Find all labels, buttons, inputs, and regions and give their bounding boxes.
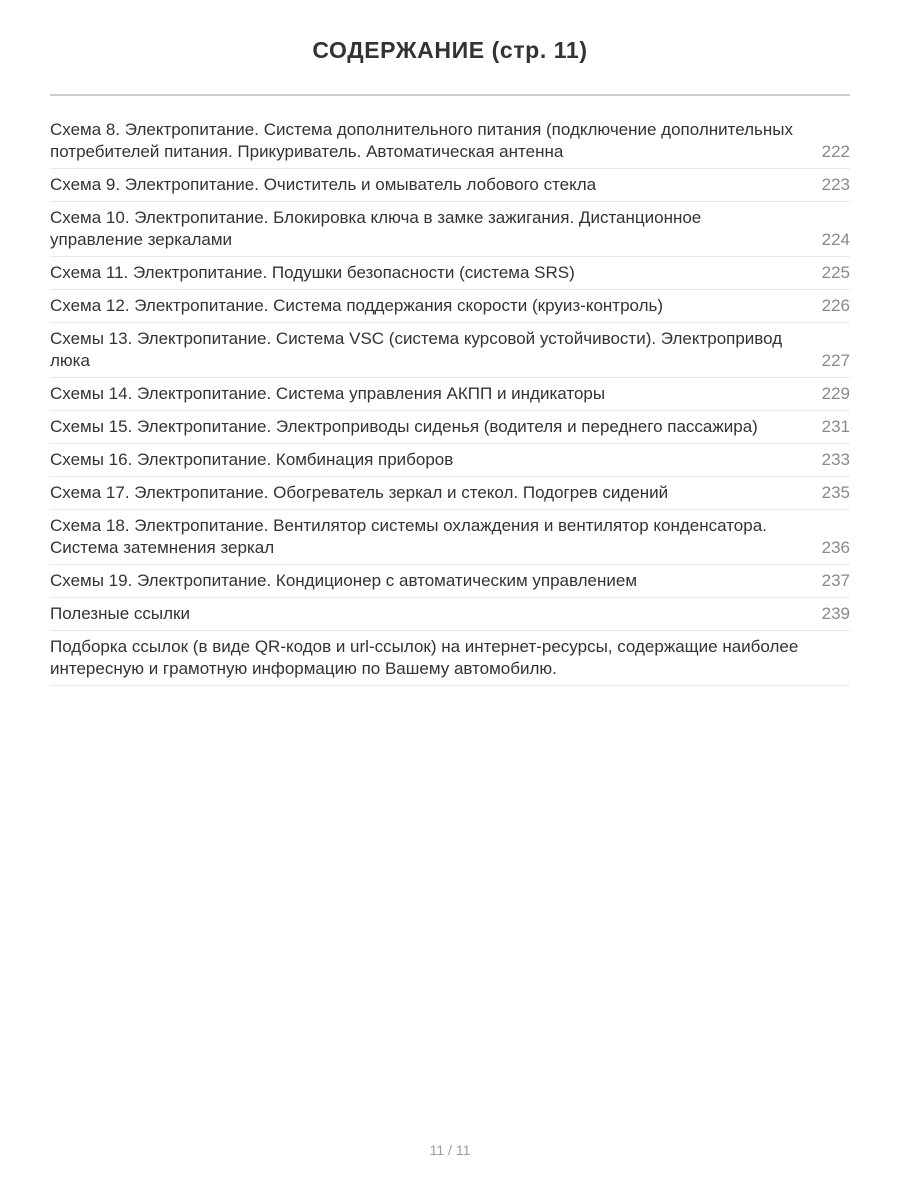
toc-item-page-number: 225 (821, 263, 850, 282)
toc-item-page-number: 231 (821, 417, 850, 436)
toc-item-page-number: 227 (821, 351, 850, 370)
toc-list (50, 114, 850, 686)
toc-item-page-number: 239 (821, 604, 850, 623)
toc-item-label: Схемы 13. Электропитание. Система VSC (система курсовой устойчивости). Электропривод люка (50, 329, 783, 370)
toc-item-page-number: 222 (821, 142, 850, 161)
toc-item-page-number: 223 (821, 175, 850, 194)
toc-item-label: Схема 9. Электропитание. Очиститель и омыватель лобового стекла (50, 175, 597, 194)
toc-item-label: Схема 8. Электропитание. Система дополнительного питания (подключение дополнительных потребителей питания. Прикуриватель. Автоматическая антенна (50, 120, 794, 161)
toc-item-label: Схема 11. Электропитание. Подушки безопасности (система SRS) (50, 263, 575, 282)
toc-row (50, 169, 850, 202)
toc-row (50, 114, 850, 169)
toc-row (50, 411, 850, 444)
toc-item-page-number: 229 (821, 384, 850, 403)
toc-row (50, 202, 850, 257)
toc-item-label: Схемы 14. Электропитание. Система управления АКПП и индикаторы (50, 384, 606, 403)
title-divider-rule (50, 94, 850, 96)
toc-row (50, 378, 850, 411)
toc-item-label: Схема 17. Электропитание. Обогреватель зеркал и стекол. Подогрев сидений (50, 483, 669, 502)
toc-row (50, 565, 850, 598)
toc-item-label: Полезные ссылки (50, 604, 190, 623)
toc-row (50, 444, 850, 477)
toc-item-page-number: 236 (821, 538, 850, 557)
toc-row (50, 290, 850, 323)
toc-row (50, 598, 850, 631)
toc-item-label: Схемы 19. Электропитание. Кондиционер с автоматическим управлением (50, 571, 638, 590)
toc-item-label: Схема 10. Электропитание. Блокировка ключа в замке зажигания. Дистанционное управление зеркалами (50, 208, 702, 249)
toc-item-label: Схемы 16. Электропитание. Комбинация приборов (50, 450, 454, 469)
toc-item-page-number: 226 (821, 296, 850, 315)
toc-row (50, 477, 850, 510)
toc-item-page-number: 235 (821, 483, 850, 502)
toc-item-label: Подборка ссылок (в виде QR-кодов и url-ссылок) на интернет-ресурсы, содержащие наиболее интересную и грамотную информацию по Вашему автомобилю. (50, 637, 799, 678)
toc-item-label: Схема 12. Электропитание. Система поддержания скорости (круиз-контроль) (50, 296, 664, 315)
toc-row (50, 510, 850, 565)
toc-row (50, 323, 850, 378)
toc-item-label: Схемы 15. Электропитание. Электроприводы сиденья (водителя и переднего пассажира) (50, 417, 758, 436)
page-header (0, 0, 900, 64)
toc-item-label: Схема 18. Электропитание. Вентилятор системы охлаждения и вентилятор конденсатора. Система затемнения зеркал (50, 516, 767, 557)
toc-row (50, 631, 850, 686)
toc-item-page-number: 224 (821, 230, 850, 249)
page-title: СОДЕРЖАНИЕ (стр. 11) (312, 37, 588, 63)
toc-item-page-number: 237 (821, 571, 850, 590)
toc-item-page-number: 233 (821, 450, 850, 469)
page-number-indicator: 11 / 11 (429, 1142, 471, 1158)
toc-row (50, 257, 850, 290)
